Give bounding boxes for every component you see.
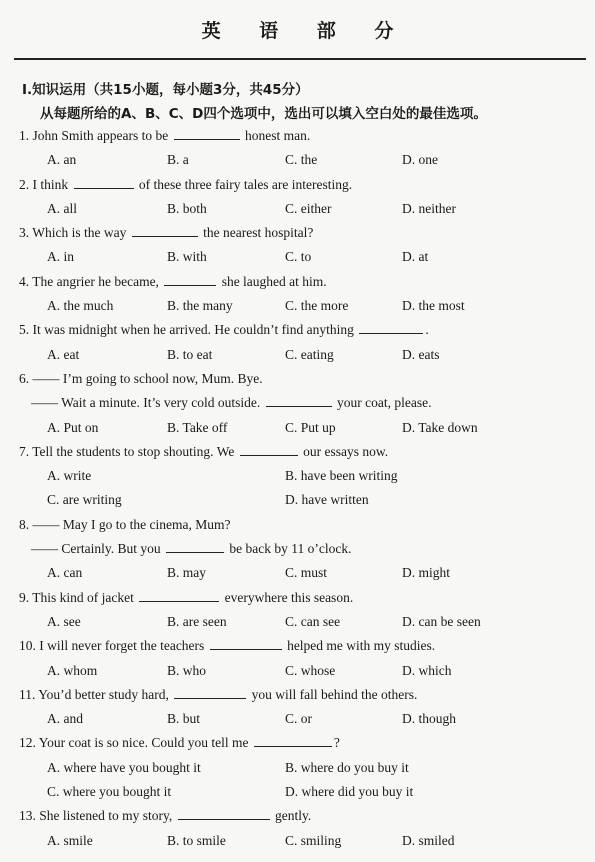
question-stem: 2. I think of these three fairy tales are interesting. [0,173,595,197]
page-title: 英 语 部 分 [201,20,410,42]
question-stem: 9. This kind of jacket everywhere this season. [0,586,595,610]
answer-blank [139,587,219,602]
options-row [0,707,595,731]
option-a[interactable]: A. in [47,249,74,265]
question-continuation: —— Wait a minute. It’s very cold outside. your coat, please. [0,391,595,415]
option-d[interactable]: D. Take down [402,419,478,435]
title-divider [14,58,586,60]
option-c[interactable]: C. smiling [285,832,342,848]
option-a[interactable]: A. the much [47,298,114,314]
answer-blank [254,732,332,747]
option-a[interactable]: A. eat [47,346,80,362]
option-c[interactable]: C. Put up [285,419,336,435]
option-a[interactable]: A. write [47,468,92,484]
question-continuation: —— Certainly. But you be back by 11 o’clock. [0,537,595,561]
options-row [0,829,595,853]
answer-blank [166,538,224,553]
option-d[interactable]: D. neither [402,200,456,216]
option-a[interactable]: A. an [47,152,77,168]
option-b[interactable]: B. to smile [167,832,226,848]
answer-blank [178,805,270,820]
options-row [0,610,595,634]
question-stem: 7. Tell the students to stop shouting. We our essays now. [0,440,595,464]
options-row [0,488,595,512]
question-stem: 12. Your coat is so nice. Could you tell me ? [0,731,595,755]
options-row [0,756,595,780]
option-d[interactable]: D. at [402,249,429,265]
option-b[interactable]: B. Take off [167,419,228,435]
option-d[interactable]: D. have written [285,492,369,508]
answer-blank [210,635,282,650]
option-c[interactable]: C. must [285,565,328,581]
options-row [0,245,595,269]
option-d[interactable]: D. the most [402,298,465,314]
option-b[interactable]: B. with [167,249,207,265]
option-c[interactable]: C. whose [285,662,336,678]
question-stem: 5. It was midnight when he arrived. He couldn’t find anything . [0,318,595,342]
option-b[interactable]: B. to eat [167,346,213,362]
option-b[interactable]: B. are seen [167,613,227,629]
options-row [0,464,595,488]
option-c[interactable]: C. the more [285,298,349,314]
option-a[interactable]: A. see [47,613,81,629]
options-row [0,416,595,440]
answer-blank [240,441,298,456]
option-b[interactable]: B. who [167,662,207,678]
options-row [0,343,595,367]
options-row [0,780,595,804]
option-c[interactable]: C. the [285,152,318,168]
option-c[interactable]: C. eating [285,346,334,362]
answer-blank [266,392,332,407]
option-d[interactable]: D. might [402,565,451,581]
option-d[interactable]: D. one [402,152,438,168]
answer-blank [164,271,216,286]
option-a[interactable]: A. and [47,711,83,727]
option-b[interactable]: B. a [167,152,189,168]
option-d[interactable]: D. where did you buy it [285,784,414,800]
option-b[interactable]: B. have been writing [285,468,398,484]
option-c[interactable]: C. where you bought it [47,784,172,800]
option-c[interactable]: C. or [285,711,312,727]
option-c[interactable]: C. either [285,200,332,216]
options-row [0,294,595,318]
option-c[interactable]: C. are writing [47,492,122,508]
option-b[interactable]: B. the many [167,298,233,314]
option-b[interactable]: B. but [167,711,201,727]
option-a[interactable]: A. where have you bought it [47,759,201,775]
option-b[interactable]: B. both [167,200,207,216]
option-d[interactable]: D. though [402,711,456,727]
section-instruction: 从每题所给的A、B、C、D四个选项中，选出可以填入空白处的最佳选项。 [40,106,487,122]
option-d[interactable]: D. eats [402,346,440,362]
option-a[interactable]: A. Put on [47,419,99,435]
answer-blank [74,174,134,189]
section-heading: Ⅰ.知识运用（共15小题，每小题3分，共45分） [22,82,309,98]
option-c[interactable]: C. to [285,249,312,265]
option-d[interactable]: D. can be seen [402,613,481,629]
options-row [0,659,595,683]
options-row [0,197,595,221]
option-b[interactable]: B. where do you buy it [285,759,409,775]
option-c[interactable]: C. can see [285,613,341,629]
answer-blank [174,125,240,140]
option-a[interactable]: A. smile [47,832,93,848]
answer-blank [174,684,246,699]
answer-blank [132,222,198,237]
question-list [0,124,595,853]
option-a[interactable]: A. all [47,200,77,216]
answer-blank [359,319,423,334]
options-row [0,561,595,585]
question-stem: 11. You’d better study hard, you will fall behind the others. [0,683,595,707]
option-a[interactable]: A. whom [47,662,98,678]
question-stem: 13. She listened to my story, gently. [0,804,595,828]
options-row [0,148,595,172]
option-d[interactable]: D. which [402,662,452,678]
option-a[interactable]: A. can [47,565,83,581]
question-stem: 4. The angrier he became, she laughed at him. [0,270,595,294]
question-stem: 8. —— May I go to the cinema, Mum? [19,516,231,532]
question-stem: 3. Which is the way the nearest hospital? [0,221,595,245]
option-b[interactable]: B. may [167,565,206,581]
question-stem: 10. I will never forget the teachers helped me with my studies. [0,634,595,658]
option-d[interactable]: D. smiled [402,832,455,848]
question-stem: 6. —— I’m going to school now, Mum. Bye. [19,370,263,386]
question-stem: 1. John Smith appears to be honest man. [0,124,595,148]
